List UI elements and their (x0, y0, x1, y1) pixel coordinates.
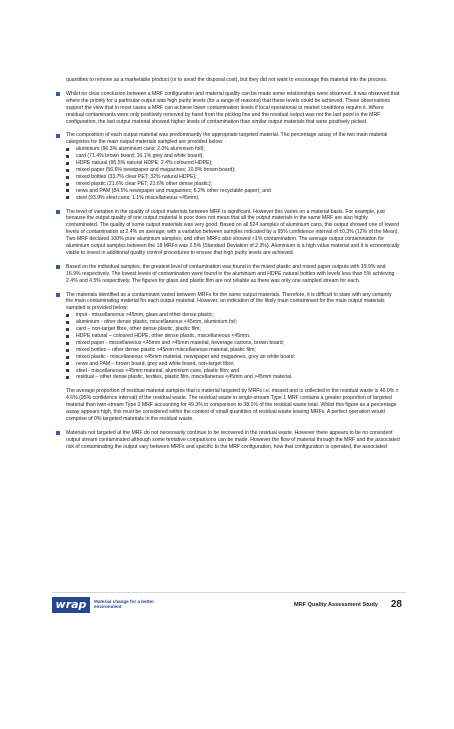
contaminant-list-item: card – non-target fibre, other dense plastic, plastic film; (66, 326, 400, 333)
page-footer (52, 592, 406, 615)
bullet-square-icon (66, 376, 69, 379)
bullet-square-icon (56, 134, 60, 138)
contaminant-list-item: mixed plastic - miscellaneous <45mm material, newspaper and magazines, grey an white board; (66, 354, 400, 361)
page-number: 28 (390, 599, 402, 610)
bullet-square-icon (66, 183, 69, 186)
bullet-square-icon (66, 342, 69, 345)
bullet-square-icon (66, 196, 69, 199)
body-text (56, 77, 400, 458)
composition-list-item: news and PAM (84.5% newspaper and magazines; 6.2% other recyclable paper); and (66, 188, 400, 195)
paragraph-7: Materials not targeted at the MRF do not necessarily continue to be recovered in the residual waste. However there appears to be no consistent output stream contaminated although some tentative comparisons can be made. However the flow of material through the MRF and the associated risk of contaminating the output vary between MRFs and specific to the MRF configuration, how that configuration is operated, the associated (66, 430, 400, 451)
bullet-square-icon (66, 148, 69, 151)
intro-continuation: quantities to remove as a marketable product (or to avoid the disposal cost), but they did not want to encourage this material into the process. (66, 77, 388, 83)
contaminant-list-item: news and PAM – brown board, grey and white board, non-target fibre; (66, 361, 400, 368)
contaminant-list-item: HDPE natural – coloured HDPE, other dense plastic, miscellaneous <45mm; (66, 333, 400, 340)
bullet-square-icon (66, 335, 69, 338)
bullet-square-icon (66, 321, 69, 324)
contaminant-list-item: mixed paper - miscellaneous <45mm and >45mm material, beverage cartons, brown board; (66, 340, 400, 347)
bullet-square-icon (56, 431, 60, 435)
composition-list-item: aluminium (96.3% aluminium cans; 2.0% aluminium foil); (66, 146, 400, 153)
composition-list-item: steel (93.9% steel cans; 1.1% miscellaneous <45mm). (66, 195, 400, 202)
study-title: MRF Quality Assessment Study (293, 602, 378, 608)
bullet-square-icon (56, 210, 60, 214)
composition-list-item: mixed bottles (33.7% clear PET; 32% natural HDPE); (66, 174, 400, 181)
bullet-square-icon (66, 314, 69, 317)
composition-list-item: mixed paper (56.6% newspaper and magazines; 10.8% brown board); (66, 167, 400, 174)
paragraph-1: Whilst no clear conclusion between a MRF configuration and material quality can be made some relationships were observed. It was observed that where the priority for a particular output was high purity levels (for a range of reasons) that these levels could be achieved. These observations support the view that in most cases a MRF can achieve lower contamination levels if local operational or market conditions require it. Where residual contaminants were only positively removed by hand from the picking line and the residual output was not the last point in the MRF configuration, the last output material showed higher levels of contamination than similar output materials that were positively picked. (66, 91, 400, 126)
paragraph-2: The composition of each output material was predominantly the appropriate targeted material. The percentage assay of the two main material categories for the main output materials sampled are provided below: (66, 132, 400, 146)
composition-list-item: mixed plastic (21.6% clear PET; 21.6% other dense plastic); (66, 181, 400, 188)
bullet-square-icon (66, 189, 69, 192)
bullet-square-icon (56, 265, 60, 269)
contaminant-list-item: aluminium - other dense plastic, miscellaneous <45mm, aluminium foil; (66, 319, 400, 326)
contaminant-list-item: steel - miscellaneous <45mm material, aluminium cans, plastic film; and (66, 368, 400, 375)
bullet-square-icon (56, 92, 60, 96)
logo-tagline: Material change for a better environment (94, 599, 154, 610)
bullet-square-icon (66, 328, 69, 331)
wrap-logo: wrap (52, 597, 90, 613)
composition-list (56, 146, 400, 201)
paragraph-6: The average proportion of residual material samples that is material targeted by MRFs i.e. missed and is collected in the residual waste is 46.0% ± 4.6% (95% confidence interval) of the residual waste. The residual waste in single-stream Type 1 MRF contains a greater proportion of targeted material than twin-stream Type 2 MRF accounting for 49.3% in comparison to 38.1% of the residual waste total. Whilst this figure as a percentage assay appears high, this must be considered within the context of small quantities of residual waste leaving MRFs. A perfect operation would comprise of 0% targeted materials in the residual waste. (66, 388, 399, 422)
composition-list-item: HDPE natural (95.5% natural HDPE; 2.4% coloured HDPE); (66, 160, 400, 167)
paragraph-5: The materials identified as a contaminant varied between MRFs for the same output materials. Therefore, it is difficult to state with any certainty the main contaminating material for each output material. However, an indication of the likely main contaminant for the main output materials sampled is provided below: (66, 292, 400, 313)
contaminant-list-item: input - miscellaneous >45mm, glass and other dense plastic; (66, 312, 400, 319)
bullet-square-icon (66, 369, 69, 372)
contaminant-list-item: residual – other dense plastic, textiles, plastic film, miscellaneous <45mm and >45mm material. (66, 374, 400, 381)
bullet-square-icon (66, 169, 69, 172)
bullet-square-icon (66, 162, 69, 165)
bullet-square-icon (66, 356, 69, 359)
bullet-square-icon (66, 155, 69, 158)
composition-list-item: card (71.4% brown board; 16.1% grey and white board); (66, 153, 400, 160)
bullet-square-icon (66, 176, 69, 179)
bullet-square-icon (66, 349, 69, 352)
contaminant-list-item: mixed bottles – other dense plastic >45mm miscellaneous material, plastic film; (66, 347, 400, 354)
paragraph-4: Based on the individual samples, the greatest level of contamination was found in the mixed plastic and mixed paper outputs with 19.9% and 16.9% respectively. The lowest levels of contamination were found in the aluminium and HDPE natural bottles with levels less than 5% achieving 2.4% and 4.5% respectively. The figures for glass and plastic film are not reliable as there was only one sampled stream for each. (66, 264, 400, 285)
contaminant-list (56, 312, 400, 381)
bullet-square-icon (56, 293, 60, 297)
bullet-square-icon (66, 362, 69, 365)
paragraph-3: The level of variation in the quality of output materials between MRF is significant. However this varies on a material basis. For example, just because the output quality of one output material is poor does not mean that all the output materials in the same MRF are also highly contaminated. The quality of some output materials was very good. Based on all 524 samples of aluminium cans, this output showed one of lowest levels of contamination at 2.4% on average; with a variation between samples indicated by a 95% confidence interval of ±0.3% (12% of the Mean). Two MRF declared 100% pure aluminium samples; and other MRFs also showed <1% contamination. The average output contamination for aluminium output samples between the 18 MRFs was 2.5% (Standard Deviation of 2.3%). Aluminium is a high value material and it is economically viable to invest in additional quality control procedures to ensure that high purity levels are achieved. (66, 209, 400, 257)
